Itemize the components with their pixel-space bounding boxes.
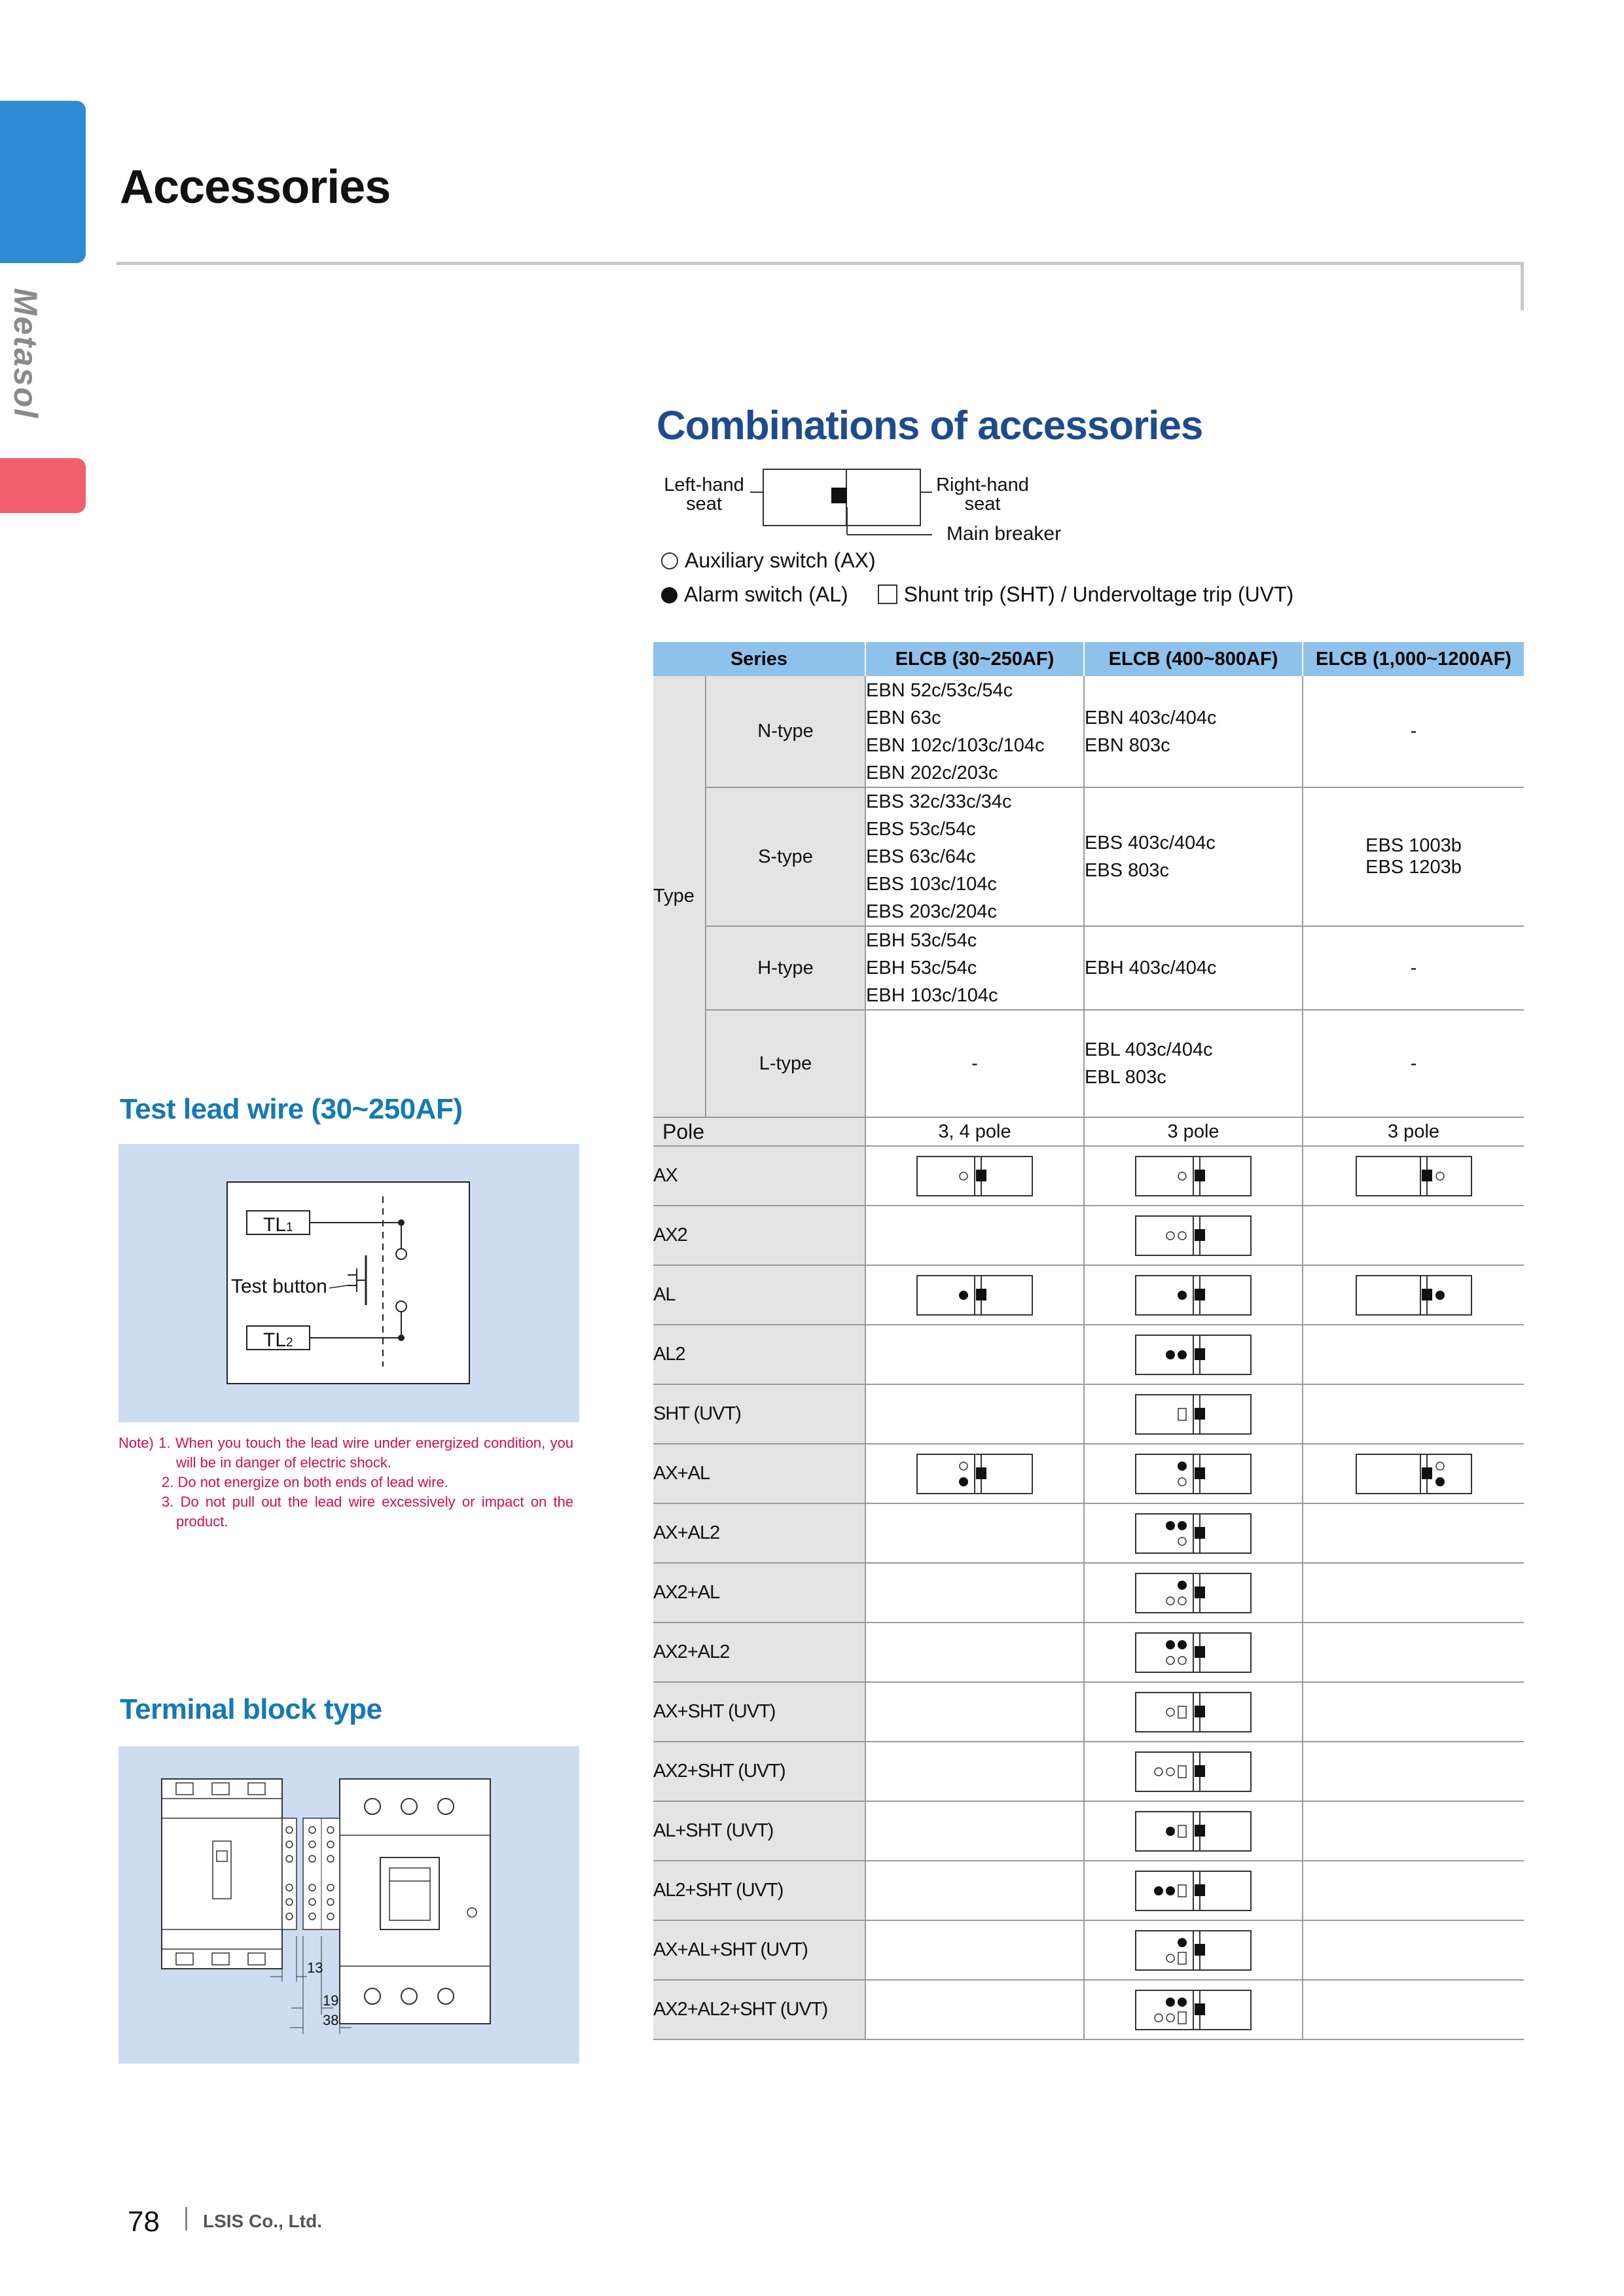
note-1: Note) 1. When you touch the lead wire under energized condition, you will be in danger of electric shock.	[118, 1435, 573, 1471]
combo-row	[653, 1325, 1524, 1384]
combo-row	[653, 1146, 1524, 1206]
header-elcb-400-800: ELCB (400~800AF)	[1084, 642, 1303, 676]
combo-label: AX+AL	[653, 1444, 865, 1503]
accessory-diagram	[1134, 1929, 1252, 1971]
accessory-diagram	[1134, 1691, 1252, 1733]
type-name: N-type	[706, 676, 865, 787]
combo-cell	[865, 1920, 1084, 1980]
accessory-diagram	[1134, 1513, 1252, 1554]
title-divider-end	[1521, 262, 1524, 310]
title-divider	[117, 262, 1524, 265]
side-tab-red	[0, 458, 86, 513]
type-label: Type	[653, 676, 706, 1117]
combo-row	[653, 1861, 1524, 1920]
combo-cell	[1303, 1742, 1524, 1801]
accessory-diagram	[1134, 1572, 1252, 1614]
combo-row	[653, 1920, 1524, 1980]
model-line: EBH 403c/404c	[1085, 958, 1217, 978]
combo-label: AL+SHT (UVT)	[653, 1801, 865, 1861]
footer-company: LSIS Co., Ltd.	[203, 2211, 322, 2231]
model-line: -	[1410, 721, 1417, 742]
model-cell	[1303, 787, 1524, 926]
combinations-table	[653, 642, 1524, 2040]
note-2: 2. Do not energize on both ends of lead wire.	[162, 1474, 448, 1490]
type-row	[653, 787, 1524, 926]
model-line: EBH 53c/54c	[866, 958, 977, 978]
accessory-diagram	[1355, 1155, 1473, 1197]
combo-label: AX2+SHT (UVT)	[653, 1742, 865, 1801]
combo-cell	[1303, 1384, 1524, 1444]
model-cell	[865, 787, 1084, 926]
pole-value: 3, 4 pole	[865, 1117, 1084, 1146]
accessory-diagram	[1134, 1334, 1252, 1376]
combo-cell	[1303, 1801, 1524, 1861]
combo-cell	[865, 1325, 1084, 1384]
combo-cell	[865, 1742, 1084, 1801]
legend-al-sht: Alarm switch (AL) Shunt trip (SHT) / Undervoltage trip (UVT)	[661, 583, 1293, 607]
combo-cell	[1084, 1682, 1303, 1742]
model-line: EBS 803c	[1085, 860, 1169, 881]
accessory-diagram	[1134, 1751, 1252, 1793]
model-cell	[1084, 926, 1303, 1010]
type-name: L-type	[706, 1010, 865, 1117]
pole-row	[653, 1117, 1524, 1146]
square-icon	[878, 584, 897, 604]
test-lead-heading: Test lead wire (30~250AF)	[120, 1093, 463, 1125]
combo-cell	[865, 1801, 1084, 1861]
model-line: EBL 403c/404c	[1085, 1039, 1213, 1060]
terminal-block-heading: Terminal block type	[120, 1693, 382, 1725]
combo-cell	[865, 1682, 1084, 1742]
model-line: EBS 32c/33c/34c	[866, 791, 1012, 812]
page-title: Accessories	[120, 161, 391, 213]
model-cell	[1084, 787, 1303, 926]
accessory-diagram	[1134, 1274, 1252, 1316]
accessory-diagram	[1134, 1215, 1252, 1257]
accessory-diagram	[916, 1453, 1034, 1495]
header-elcb-1000-1200: ELCB (1,000~1200AF)	[1303, 642, 1524, 676]
type-row	[653, 1010, 1524, 1117]
combo-label: AX	[653, 1146, 865, 1206]
combo-cell	[865, 1861, 1084, 1920]
model-line: EBN 63c	[866, 707, 941, 728]
filled-circle-icon	[661, 587, 677, 603]
combo-cell	[1303, 1325, 1524, 1384]
combo-cell	[1084, 1861, 1303, 1920]
dim-13: 13	[307, 1960, 323, 1976]
combo-row	[653, 1563, 1524, 1623]
combo-cell	[1084, 1563, 1303, 1623]
combo-label: AX2+AL2	[653, 1623, 865, 1682]
model-line: EBL 803c	[1085, 1067, 1166, 1088]
combo-row	[653, 1384, 1524, 1444]
combo-cell	[1303, 1444, 1524, 1503]
model-line: EBS 1003b	[1365, 835, 1462, 856]
dim-19: 19	[323, 1992, 339, 2009]
legend-ax: Auxiliary switch (AX)	[661, 548, 876, 573]
combo-cell	[1084, 1742, 1303, 1801]
model-cell	[1084, 676, 1303, 787]
combo-label: AX+AL2	[653, 1503, 865, 1563]
header-elcb-30-250: ELCB (30~250AF)	[865, 642, 1084, 676]
model-line: EBS 53c/54c	[866, 819, 976, 840]
combo-row	[653, 1503, 1524, 1563]
model-line: EBS 63c/64c	[866, 846, 976, 867]
combo-cell	[865, 1206, 1084, 1265]
combo-cell	[1303, 1980, 1524, 2039]
model-cell	[1303, 1010, 1524, 1117]
type-name: S-type	[706, 787, 865, 926]
combo-label: AX2	[653, 1206, 865, 1265]
combo-cell	[865, 1563, 1084, 1623]
seat-diagram	[653, 461, 1072, 547]
left-seat-label: Left-hand seat	[664, 475, 744, 514]
model-cell	[865, 676, 1084, 787]
accessory-diagram	[1355, 1274, 1473, 1316]
page-number: 78	[128, 2206, 160, 2238]
accessory-diagram	[1134, 1155, 1252, 1197]
combo-cell	[1303, 1563, 1524, 1623]
combo-cell	[1303, 1503, 1524, 1563]
footer-separator	[185, 2207, 187, 2231]
model-line: EBN 52c/53c/54c	[866, 679, 1013, 701]
pole-value: 3 pole	[1084, 1117, 1303, 1146]
combo-cell	[865, 1384, 1084, 1444]
combinations-heading: Combinations of accessories	[657, 403, 1203, 448]
terminal-block-figure	[118, 1746, 579, 2064]
combo-cell	[1084, 1146, 1303, 1206]
combo-row	[653, 1623, 1524, 1682]
note-3: 3. Do not pull out the lead wire excessively or impact on the product.	[162, 1494, 573, 1530]
combo-cell	[1084, 1384, 1303, 1444]
model-cell	[1084, 1010, 1303, 1117]
accessory-diagram	[1134, 1810, 1252, 1852]
right-seat-label: Right-hand seat	[936, 475, 1029, 514]
model-line: EBN 803c	[1085, 734, 1170, 756]
combo-row	[653, 1444, 1524, 1503]
combo-cell	[865, 1444, 1084, 1503]
accessory-diagram	[1355, 1453, 1473, 1495]
pole-label: Pole	[653, 1117, 865, 1146]
combo-cell	[865, 1146, 1084, 1206]
accessory-diagram	[916, 1155, 1034, 1197]
combo-cell	[1084, 1206, 1303, 1265]
type-name: H-type	[706, 926, 865, 1010]
model-cell	[1303, 926, 1524, 1010]
test-button-label: Test button	[231, 1276, 327, 1297]
combo-cell	[1084, 1920, 1303, 1980]
header-series: Series	[653, 642, 865, 676]
combo-cell	[1084, 1980, 1303, 2039]
accessory-diagram	[1134, 1870, 1252, 1912]
terminal-block-diagram	[118, 1746, 579, 2064]
type-row	[653, 676, 1524, 787]
model-line: EBS 203c/204c	[866, 901, 997, 922]
combo-cell	[1303, 1206, 1524, 1265]
model-line: -	[1410, 1052, 1417, 1074]
combo-cell	[1303, 1861, 1524, 1920]
combo-cell	[865, 1503, 1084, 1563]
combo-label: AL2	[653, 1325, 865, 1384]
combo-cell	[1303, 1623, 1524, 1682]
accessory-diagram	[916, 1274, 1034, 1316]
model-line: -	[1410, 957, 1417, 978]
tl1-label: TL1	[263, 1214, 293, 1236]
accessory-diagram	[1134, 1393, 1252, 1435]
tl2-label: TL2	[263, 1329, 293, 1351]
model-cell	[865, 1010, 1084, 1117]
accessory-diagram	[1134, 1632, 1252, 1674]
combo-row	[653, 1265, 1524, 1325]
pole-value: 3 pole	[1303, 1117, 1524, 1146]
accessory-diagram	[1134, 1453, 1252, 1495]
combo-label: AX+SHT (UVT)	[653, 1682, 865, 1742]
model-line: EBH 103c/104c	[866, 985, 998, 1006]
main-breaker-label: Main breaker	[947, 523, 1062, 545]
combo-cell	[865, 1265, 1084, 1325]
combo-cell	[865, 1980, 1084, 2039]
combo-cell	[1084, 1801, 1303, 1861]
model-line: -	[971, 1052, 978, 1074]
model-line: EBS 1203b	[1365, 857, 1462, 878]
combo-row	[653, 1980, 1524, 2039]
combo-cell	[1303, 1920, 1524, 1980]
combo-row	[653, 1206, 1524, 1265]
combo-cell	[1084, 1444, 1303, 1503]
model-line: EBS 403c/404c	[1085, 833, 1216, 853]
type-row	[653, 926, 1524, 1010]
combo-row	[653, 1682, 1524, 1742]
side-tab-blue	[0, 101, 86, 263]
model-line: EBN 102c/103c/104c	[866, 734, 1045, 756]
combo-cell	[865, 1623, 1084, 1682]
combo-label: AX2+AL2+SHT (UVT)	[653, 1980, 865, 2039]
model-cell	[1303, 676, 1524, 787]
model-line: EBN 403c/404c	[1085, 707, 1217, 728]
side-label: Metasol	[7, 288, 44, 420]
combo-cell	[1303, 1265, 1524, 1325]
combo-cell	[1084, 1623, 1303, 1682]
combo-row	[653, 1742, 1524, 1801]
dim-38: 38	[323, 2012, 339, 2028]
combo-label: AL	[653, 1265, 865, 1325]
combo-label: SHT (UVT)	[653, 1384, 865, 1444]
combo-cell	[1084, 1265, 1303, 1325]
combo-cell	[1303, 1682, 1524, 1742]
combo-row	[653, 1801, 1524, 1861]
model-line: EBS 103c/104c	[866, 874, 997, 895]
combo-cell	[1084, 1325, 1303, 1384]
combo-cell	[1303, 1146, 1524, 1206]
model-line: EBN 202c/203c	[866, 762, 998, 783]
test-lead-diagram	[118, 1144, 579, 1422]
combo-label: AX2+AL	[653, 1563, 865, 1623]
test-lead-notes	[118, 1433, 573, 1532]
test-lead-figure	[118, 1144, 579, 1422]
combo-label: AX+AL+SHT (UVT)	[653, 1920, 865, 1980]
model-cell	[865, 926, 1084, 1010]
open-circle-icon	[661, 552, 678, 569]
model-line: EBH 53c/54c	[866, 930, 977, 951]
accessory-diagram	[1134, 1989, 1252, 2031]
combo-label: AL2+SHT (UVT)	[653, 1861, 865, 1920]
combo-cell	[1084, 1503, 1303, 1563]
